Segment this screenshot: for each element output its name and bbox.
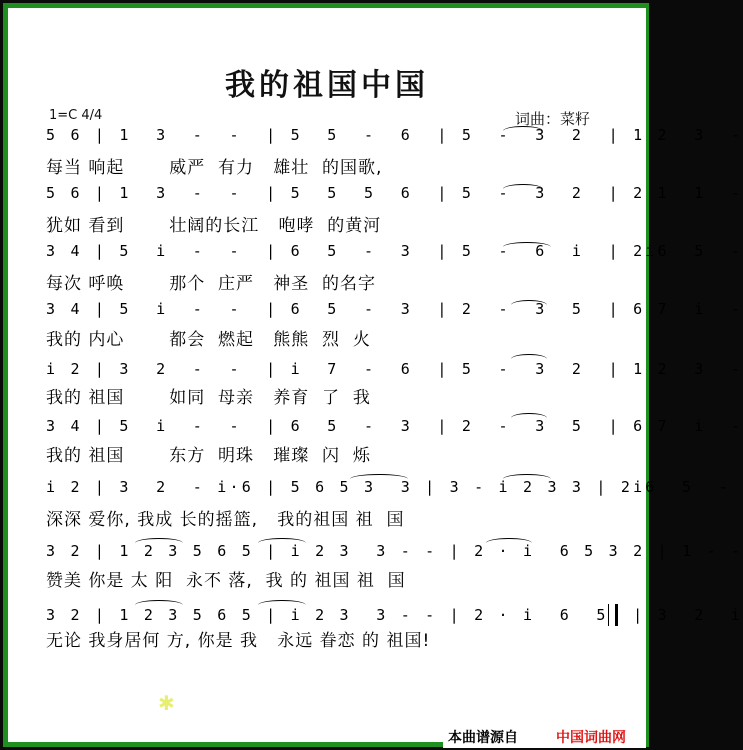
slur-mark [511,354,547,364]
song-title: 我的祖国中国 [225,68,429,103]
key-time-signature: 1=C 4/4 [49,108,103,123]
slur-mark [503,474,551,484]
sheet-music-page [8,8,743,742]
slur-mark [258,538,306,548]
slur-mark [486,538,532,548]
notes-line-1: 5 6 | 1 3 - - | 5 5 - 6 | 5 - 3 2 | 1 2 3 - [46,126,743,144]
notes-line-5: i 2 | 3 2 - - | i 7 - 6 | 5 - 3 2 | 1 2 3 - [46,360,743,378]
final-barline [608,604,618,626]
slur-mark [503,184,543,194]
slur-mark [258,600,306,610]
notes-line-4: 3 4 | 5 i - - | 6 5 - 3 | 2 - 3 5 | 6 7 i - [46,300,743,318]
slur-mark [350,474,408,484]
slur-mark [511,413,547,423]
notes-line-7: i 2 | 3 2 - i·6 | 5 6 5 3 3 | 3 - i 2 3 3 | 2i6 5 - [46,478,731,496]
notes-line-9: 3 2 | 1 2 3 5 6 5 | i 2 3 3 - - | 2 · i 6 5 | 3 2 i [46,606,743,624]
slur-mark [511,300,547,310]
credits: 词曲：菜籽 [515,110,591,128]
footer-source-label: 本曲谱源自 [448,730,518,746]
lyrics-line-5: 我的 祖国 如同 母亲 养育 了 我 [46,388,371,408]
slur-mark [135,600,183,610]
notes-line-2: 5 6 | 1 3 - - | 5 5 5 6 | 5 - 3 2 | 2 1 1 - [46,184,743,202]
score [8,8,743,742]
lyrics-line-8: 赞美 你是 太 阳 永不 落, 我 的 祖国 祖 国 [46,571,406,591]
lyrics-line-6: 我的 祖国 东方 明珠 璀璨 闪 烁 [46,446,371,466]
footer-site-link[interactable]: 中国词曲网 [556,730,626,746]
lyrics-line-9: 无论 我身居何 方, 你是 我 永远 眷恋 的 祖国! [46,631,431,651]
lyrics-line-4: 我的 内心 都会 燃起 熊熊 烈 火 [46,330,371,350]
slur-mark [503,126,543,136]
lyrics-line-1: 每当 响起 威严 有力 雄壮 的国歌, [46,158,383,178]
notes-line-8: 3 2 | 1 2 3 5 6 5 | i 2 3 3 - - | 2 · i 6 5 3 2 | 1 - - [46,542,743,560]
footer-source[interactable] [443,724,646,748]
notes-line-6: 3 4 | 5 i - - | 6 5 - 3 | 2 - 3 5 | 6 7 i - [46,417,743,435]
slur-mark [503,242,551,252]
lyrics-line-3: 每次 呼唤 那个 庄严 神圣 的名字 [46,274,377,294]
slur-mark [135,538,183,548]
lyrics-line-2: 犹如 看到 壮阔的长江 咆哮 的黄河 [46,216,382,236]
notes-line-3: 3 4 | 5 i - - | 6 5 - 3 | 5 - 6 i | 2i6 5 - [46,242,743,260]
lyrics-line-7: 深深 爱你, 我成 长的摇篮, 我的祖国 祖 国 [46,510,405,530]
watermark-glyph-icon: ✱ [158,691,175,715]
